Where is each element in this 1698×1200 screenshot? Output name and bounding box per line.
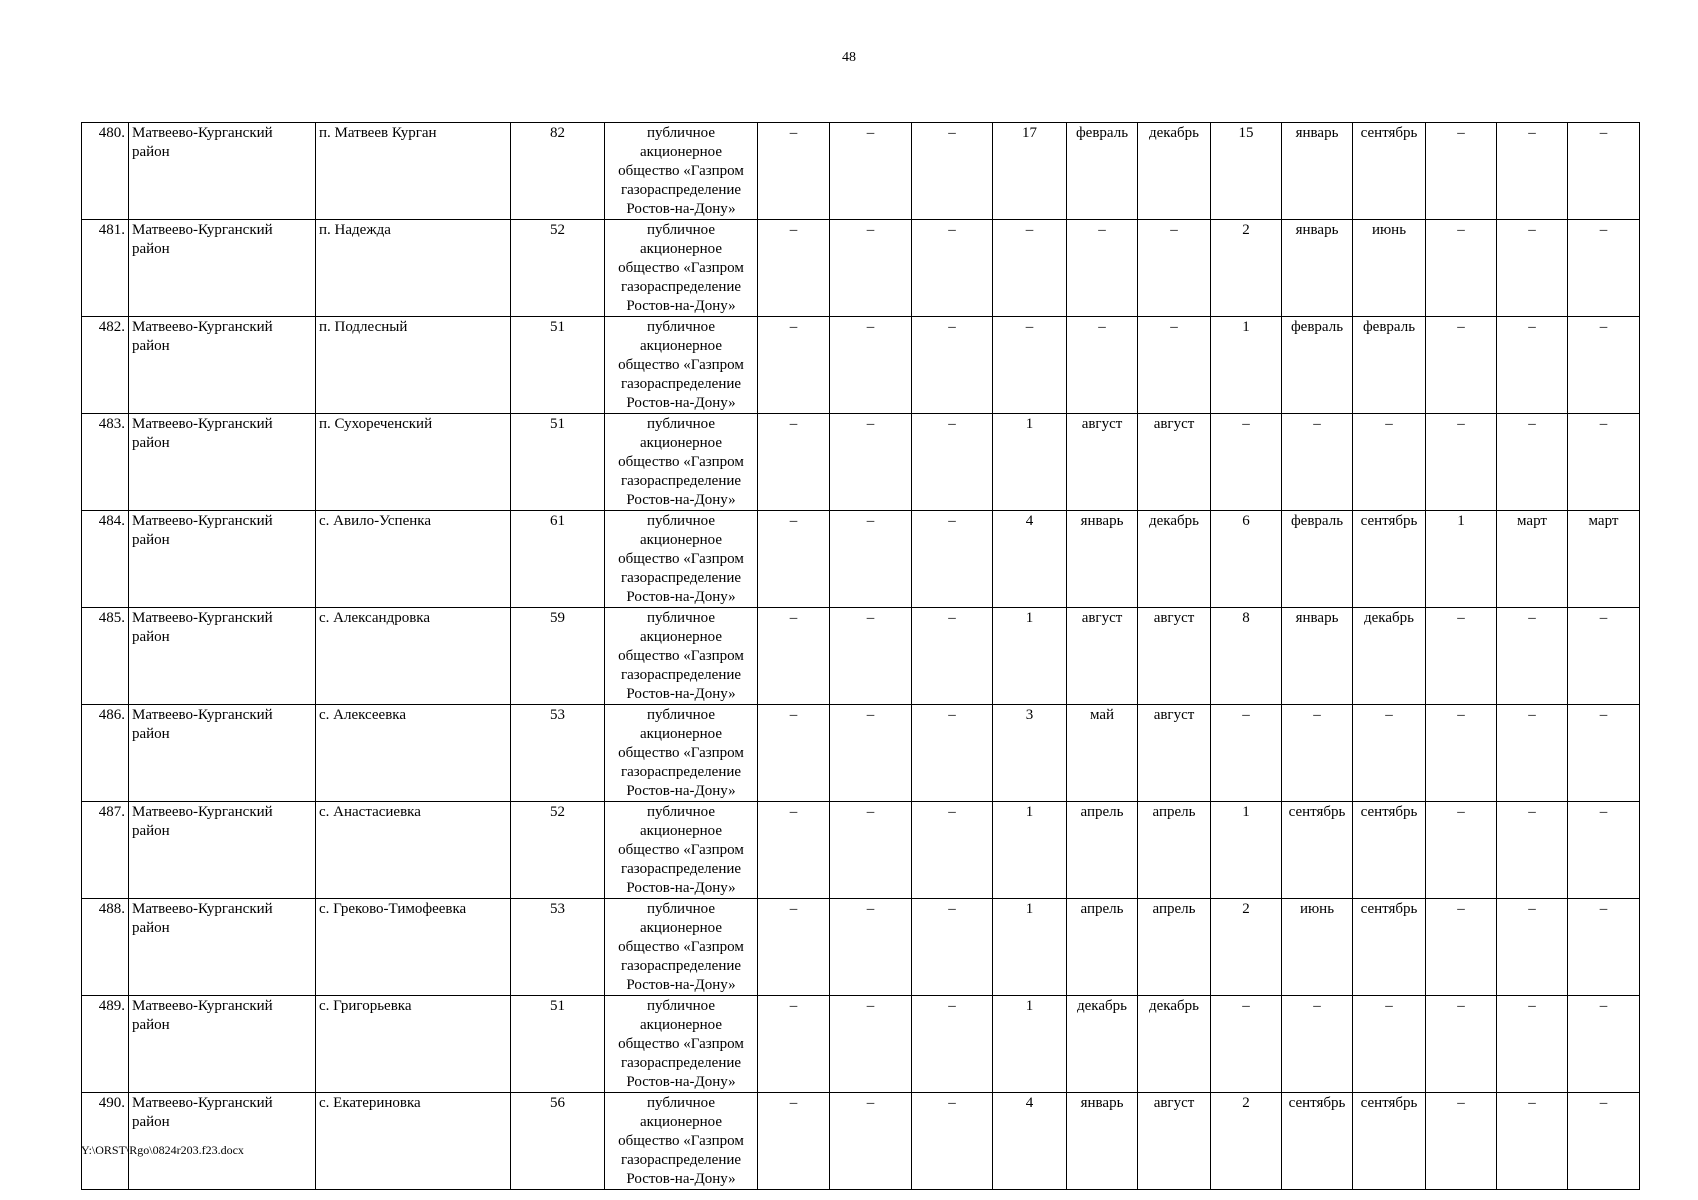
organization-cell: публичное акционерное общество «Газпром газораспределение Ростов-на-Дону» (605, 414, 758, 511)
month-cell: февраль (1282, 511, 1353, 608)
month-cell: декабрь (1138, 123, 1211, 220)
month-cell: январь (1067, 1093, 1138, 1190)
month-cell: март (1568, 511, 1640, 608)
district-cell: Матвеево-Курганский район (129, 511, 316, 608)
district-cell: Матвеево-Курганский район (129, 705, 316, 802)
row-number: 481. (82, 220, 129, 317)
month-cell: декабрь (1138, 511, 1211, 608)
district-cell: Матвеево-Курганский район (129, 608, 316, 705)
count-cell: 82 (511, 123, 605, 220)
settlement-cell: п. Матвеев Курган (316, 123, 511, 220)
district-cell: Матвеево-Курганский район (129, 802, 316, 899)
row-number: 485. (82, 608, 129, 705)
month-cell: август (1067, 414, 1138, 511)
month-cell: – (1282, 414, 1353, 511)
value-cell: – (830, 220, 912, 317)
table-row (82, 802, 1640, 899)
month-cell: – (1568, 996, 1640, 1093)
month-cell: – (1067, 317, 1138, 414)
organization-cell: публичное акционерное общество «Газпром газораспределение Ростов-на-Дону» (605, 996, 758, 1093)
count-cell: 51 (511, 317, 605, 414)
table-row (82, 123, 1640, 220)
value-cell: – (758, 414, 830, 511)
month-cell: – (1497, 220, 1568, 317)
value-cell: – (1211, 996, 1282, 1093)
value-cell: – (1211, 705, 1282, 802)
organization-cell: публичное акционерное общество «Газпром газораспределение Ростов-на-Дону» (605, 705, 758, 802)
table-row (82, 1093, 1640, 1190)
value-cell: – (758, 802, 830, 899)
value-cell: 1 (1211, 317, 1282, 414)
value-cell: – (912, 1093, 993, 1190)
month-cell: сентябрь (1282, 1093, 1353, 1190)
month-cell: июнь (1282, 899, 1353, 996)
row-number: 480. (82, 123, 129, 220)
month-cell: – (1497, 608, 1568, 705)
value-cell: – (758, 317, 830, 414)
value-cell: 17 (993, 123, 1067, 220)
month-cell: июнь (1353, 220, 1426, 317)
value-cell: 8 (1211, 608, 1282, 705)
value-cell: – (912, 996, 993, 1093)
organization-cell: публичное акционерное общество «Газпром газораспределение Ростов-на-Дону» (605, 511, 758, 608)
value-cell: 15 (1211, 123, 1282, 220)
settlement-cell: с. Алексеевка (316, 705, 511, 802)
organization-cell: публичное акционерное общество «Газпром газораспределение Ростов-на-Дону» (605, 608, 758, 705)
value-cell: – (758, 996, 830, 1093)
value-cell: – (1426, 414, 1497, 511)
month-cell: – (1138, 220, 1211, 317)
table-row (82, 414, 1640, 511)
value-cell: 4 (993, 1093, 1067, 1190)
month-cell: – (1067, 220, 1138, 317)
month-cell: февраль (1282, 317, 1353, 414)
month-cell: – (1497, 705, 1568, 802)
value-cell: 1 (1426, 511, 1497, 608)
month-cell: – (1568, 220, 1640, 317)
month-cell: – (1353, 414, 1426, 511)
value-cell: – (912, 802, 993, 899)
value-cell: 3 (993, 705, 1067, 802)
table-row (82, 899, 1640, 996)
value-cell: – (830, 705, 912, 802)
district-cell: Матвеево-Курганский район (129, 317, 316, 414)
value-cell: – (830, 1093, 912, 1190)
month-cell: – (1497, 996, 1568, 1093)
month-cell: сентябрь (1353, 1093, 1426, 1190)
month-cell: август (1138, 414, 1211, 511)
month-cell: – (1282, 705, 1353, 802)
month-cell: – (1497, 1093, 1568, 1190)
month-cell: январь (1282, 608, 1353, 705)
month-cell: – (1568, 123, 1640, 220)
value-cell: – (912, 414, 993, 511)
value-cell: – (830, 802, 912, 899)
table-row (82, 220, 1640, 317)
value-cell: – (993, 220, 1067, 317)
value-cell: – (1426, 1093, 1497, 1190)
value-cell: – (1426, 802, 1497, 899)
schedule-table (81, 122, 1640, 1190)
value-cell: – (912, 220, 993, 317)
table-row (82, 317, 1640, 414)
month-cell: август (1138, 705, 1211, 802)
value-cell: – (758, 608, 830, 705)
value-cell: – (830, 608, 912, 705)
value-cell: 2 (1211, 899, 1282, 996)
month-cell: – (1353, 705, 1426, 802)
value-cell: – (830, 511, 912, 608)
value-cell: 6 (1211, 511, 1282, 608)
month-cell: – (1568, 414, 1640, 511)
value-cell: – (758, 511, 830, 608)
organization-cell: публичное акционерное общество «Газпром газораспределение Ростов-на-Дону» (605, 1093, 758, 1190)
settlement-cell: п. Надежда (316, 220, 511, 317)
month-cell: февраль (1067, 123, 1138, 220)
value-cell: 1 (993, 414, 1067, 511)
district-cell: Матвеево-Курганский район (129, 1093, 316, 1190)
table-row (82, 996, 1640, 1093)
value-cell: – (1426, 317, 1497, 414)
month-cell: январь (1067, 511, 1138, 608)
value-cell: – (830, 899, 912, 996)
month-cell: апрель (1138, 802, 1211, 899)
row-number: 490. (82, 1093, 129, 1190)
month-cell: – (1497, 802, 1568, 899)
month-cell: – (1568, 705, 1640, 802)
month-cell: – (1497, 317, 1568, 414)
row-number: 486. (82, 705, 129, 802)
organization-cell: публичное акционерное общество «Газпром газораспределение Ростов-на-Дону» (605, 220, 758, 317)
settlement-cell: п. Сухореченский (316, 414, 511, 511)
value-cell: 1 (993, 899, 1067, 996)
organization-cell: публичное акционерное общество «Газпром газораспределение Ростов-на-Дону» (605, 802, 758, 899)
month-cell: март (1497, 511, 1568, 608)
value-cell: – (830, 996, 912, 1093)
value-cell: 2 (1211, 1093, 1282, 1190)
month-cell: январь (1282, 123, 1353, 220)
value-cell: – (912, 899, 993, 996)
organization-cell: публичное акционерное общество «Газпром газораспределение Ростов-на-Дону» (605, 899, 758, 996)
value-cell: 1 (993, 608, 1067, 705)
month-cell: декабрь (1353, 608, 1426, 705)
month-cell: август (1138, 608, 1211, 705)
count-cell: 52 (511, 802, 605, 899)
month-cell: апрель (1067, 802, 1138, 899)
row-number: 484. (82, 511, 129, 608)
month-cell: май (1067, 705, 1138, 802)
month-cell: сентябрь (1353, 899, 1426, 996)
value-cell: – (758, 899, 830, 996)
count-cell: 51 (511, 996, 605, 1093)
district-cell: Матвеево-Курганский район (129, 414, 316, 511)
month-cell: – (1568, 1093, 1640, 1190)
settlement-cell: с. Екатериновка (316, 1093, 511, 1190)
month-cell: август (1067, 608, 1138, 705)
district-cell: Матвеево-Курганский район (129, 123, 316, 220)
month-cell: сентябрь (1353, 123, 1426, 220)
value-cell: – (1426, 996, 1497, 1093)
district-cell: Матвеево-Курганский район (129, 996, 316, 1093)
month-cell: сентябрь (1353, 511, 1426, 608)
value-cell: – (993, 317, 1067, 414)
month-cell: – (1497, 899, 1568, 996)
value-cell: – (1426, 705, 1497, 802)
row-number: 487. (82, 802, 129, 899)
month-cell: – (1497, 123, 1568, 220)
value-cell: – (758, 1093, 830, 1190)
footer-file-path: Y:\ORST\Rgo\0824r203.f23.docx (81, 1143, 244, 1157)
value-cell: 1 (993, 996, 1067, 1093)
table-row (82, 608, 1640, 705)
month-cell: – (1568, 899, 1640, 996)
month-cell: январь (1282, 220, 1353, 317)
value-cell: – (912, 705, 993, 802)
organization-cell: публичное акционерное общество «Газпром газораспределение Ростов-на-Дону» (605, 317, 758, 414)
month-cell: – (1497, 414, 1568, 511)
value-cell: – (1211, 414, 1282, 511)
value-cell: – (1426, 123, 1497, 220)
value-cell: – (758, 123, 830, 220)
table-row (82, 705, 1640, 802)
month-cell: – (1568, 608, 1640, 705)
value-cell: – (912, 123, 993, 220)
month-cell: декабрь (1067, 996, 1138, 1093)
settlement-cell: с. Анастасиевка (316, 802, 511, 899)
settlement-cell: с. Греково-Тимофеевка (316, 899, 511, 996)
month-cell: апрель (1067, 899, 1138, 996)
row-number: 489. (82, 996, 129, 1093)
month-cell: февраль (1353, 317, 1426, 414)
value-cell: – (912, 511, 993, 608)
settlement-cell: с. Григорьевка (316, 996, 511, 1093)
settlement-cell: с. Александровка (316, 608, 511, 705)
value-cell: – (758, 220, 830, 317)
page-number: 48 (842, 50, 856, 65)
month-cell: – (1568, 802, 1640, 899)
district-cell: Матвеево-Курганский район (129, 220, 316, 317)
month-cell: – (1353, 996, 1426, 1093)
value-cell: – (758, 705, 830, 802)
month-cell: сентябрь (1282, 802, 1353, 899)
district-cell: Матвеево-Курганский район (129, 899, 316, 996)
value-cell: 2 (1211, 220, 1282, 317)
month-cell: – (1568, 317, 1640, 414)
settlement-cell: п. Подлесный (316, 317, 511, 414)
row-number: 488. (82, 899, 129, 996)
count-cell: 53 (511, 705, 605, 802)
value-cell: – (830, 317, 912, 414)
month-cell: апрель (1138, 899, 1211, 996)
count-cell: 53 (511, 899, 605, 996)
value-cell: 1 (1211, 802, 1282, 899)
table-row (82, 511, 1640, 608)
value-cell: – (912, 608, 993, 705)
value-cell: – (912, 317, 993, 414)
value-cell: – (1426, 899, 1497, 996)
value-cell: – (1426, 220, 1497, 317)
value-cell: – (830, 414, 912, 511)
value-cell: – (1426, 608, 1497, 705)
month-cell: – (1138, 317, 1211, 414)
count-cell: 52 (511, 220, 605, 317)
count-cell: 61 (511, 511, 605, 608)
row-number: 483. (82, 414, 129, 511)
organization-cell: публичное акционерное общество «Газпром газораспределение Ростов-на-Дону» (605, 123, 758, 220)
month-cell: – (1282, 996, 1353, 1093)
count-cell: 59 (511, 608, 605, 705)
month-cell: август (1138, 1093, 1211, 1190)
value-cell: 1 (993, 802, 1067, 899)
count-cell: 51 (511, 414, 605, 511)
settlement-cell: с. Авило-Успенка (316, 511, 511, 608)
value-cell: 4 (993, 511, 1067, 608)
row-number: 482. (82, 317, 129, 414)
value-cell: – (830, 123, 912, 220)
month-cell: сентябрь (1353, 802, 1426, 899)
count-cell: 56 (511, 1093, 605, 1190)
month-cell: декабрь (1138, 996, 1211, 1093)
